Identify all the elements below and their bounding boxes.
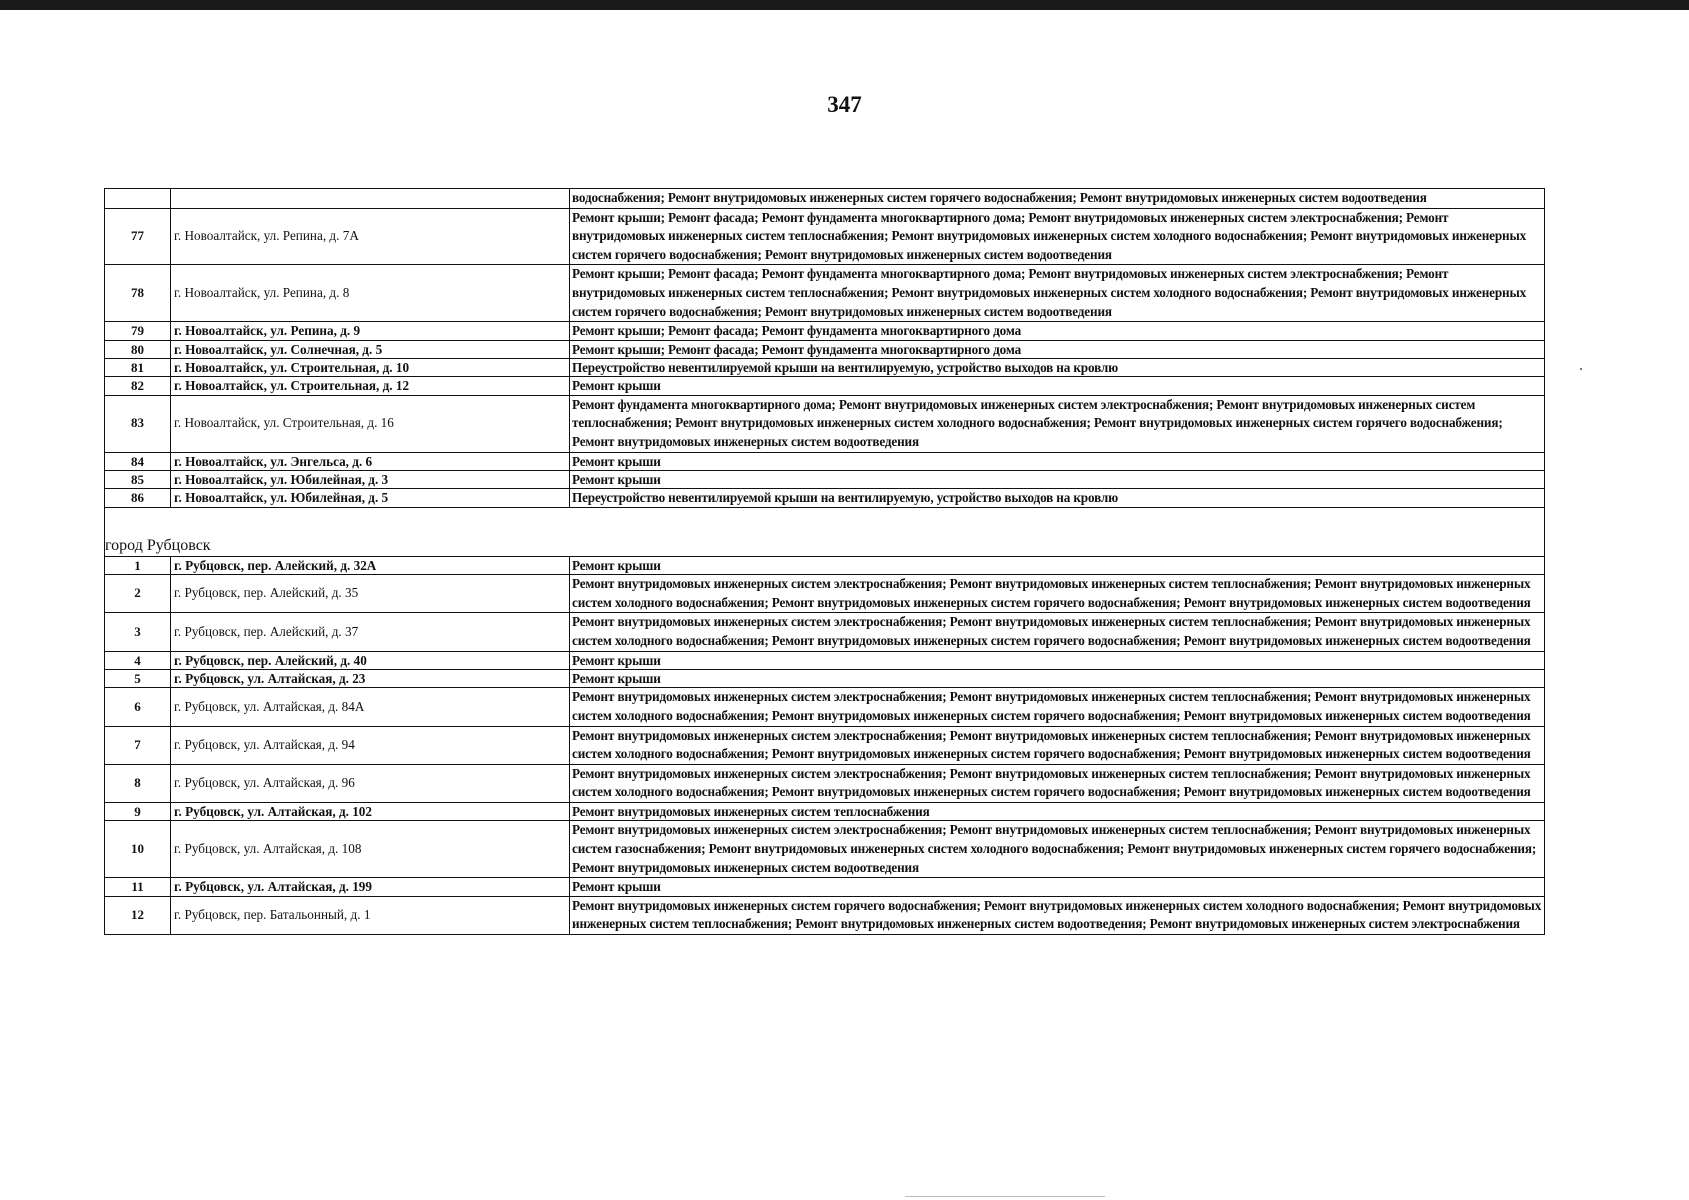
row-number: 85: [105, 470, 171, 488]
row-address: г. Рубцовск, ул. Алтайская, д. 199: [171, 878, 570, 896]
row-address: г. Рубцовск, пер. Алейский, д. 37: [171, 613, 570, 651]
repair-table: [104, 188, 1545, 935]
row-number: 11: [105, 878, 171, 896]
row-number: 82: [105, 377, 171, 395]
row-address: г. Новоалтайск, ул. Строительная, д. 10: [171, 358, 570, 376]
row-works: Ремонт крыши: [570, 470, 1545, 488]
row-number: 83: [105, 395, 171, 452]
row-address: г. Новоалтайск, ул. Строительная, д. 16: [171, 395, 570, 452]
table-row: [105, 470, 1545, 488]
table-row: [105, 358, 1545, 376]
row-works: Ремонт крыши: [570, 377, 1545, 395]
row-number: 79: [105, 322, 171, 340]
row-number: 8: [105, 764, 171, 802]
row-works: Ремонт внутридомовых инженерных систем электроснабжения; Ремонт внутридомовых инженерных систем теплоснабжения; Ремонт внутридомовых инженерных систем холодного водоснабжения; Ремонт внутридомовых инженерных систем горячего водоснабжения; Ремонт внутридомовых инженерных систем водоотведения: [570, 688, 1545, 726]
row-works: Ремонт крыши: [570, 556, 1545, 574]
row-number: 9: [105, 802, 171, 820]
row-address: г. Рубцовск, пер. Алейский, д. 32А: [171, 556, 570, 574]
row-works: Переустройство невентилируемой крыши на вентилируемую, устройство выходов на кровлю: [570, 489, 1545, 507]
row-number: 3: [105, 613, 171, 651]
row-works: Ремонт крыши; Ремонт фасада; Ремонт фундамента многоквартирного дома; Ремонт внутридомовых инженерных систем электроснабжения; Ремонт внутридомовых инженерных систем теплоснабжения; Ремонт внутридомовых инженерных систем холодного водоснабжения; Ремонт внутридомовых инженерных систем горячего водоснабжения; Ремонт внутридомовых инженерных систем водоотведения: [570, 208, 1545, 265]
table-row: [105, 575, 1545, 613]
table-row: [105, 322, 1545, 340]
row-works: Ремонт крыши; Ремонт фасада; Ремонт фундамента многоквартирного дома; Ремонт внутридомовых инженерных систем электроснабжения; Ремонт внутридомовых инженерных систем теплоснабжения; Ремонт внутридомовых инженерных систем холодного водоснабжения; Ремонт внутридомовых инженерных систем горячего водоснабжения; Ремонт внутридомовых инженерных систем водоотведения: [570, 265, 1545, 322]
row-address: г. Рубцовск, пер. Батальонный, д. 1: [171, 896, 570, 934]
row-number: 4: [105, 651, 171, 669]
table-row: [105, 208, 1545, 265]
row-works: Ремонт крыши: [570, 878, 1545, 896]
table-row: [105, 377, 1545, 395]
table-row: [105, 265, 1545, 322]
table-row: [105, 821, 1545, 878]
table-row: [105, 613, 1545, 651]
row-works: Ремонт крыши: [570, 651, 1545, 669]
page-number: 347: [827, 92, 862, 117]
row-number: 2: [105, 575, 171, 613]
table-row: [105, 651, 1545, 669]
table-row: [105, 556, 1545, 574]
table-row: [105, 802, 1545, 820]
row-number: 5: [105, 669, 171, 687]
row-address: г. Новоалтайск, ул. Репина, д. 9: [171, 322, 570, 340]
row-works: Ремонт внутридомовых инженерных систем электроснабжения; Ремонт внутридомовых инженерных систем теплоснабжения; Ремонт внутридомовых инженерных систем холодного водоснабжения; Ремонт внутридомовых инженерных систем горячего водоснабжения; Ремонт внутридомовых инженерных систем водоотведения: [570, 613, 1545, 651]
row-address: г. Рубцовск, ул. Алтайская, д. 102: [171, 802, 570, 820]
row-address: г. Рубцовск, ул. Алтайская, д. 94: [171, 726, 570, 764]
row-works: Ремонт внутридомовых инженерных систем горячего водоснабжения; Ремонт внутридомовых инженерных систем холодного водоснабжения; Ремонт внутридомовых инженерных систем теплоснабжения; Ремонт внутридомовых инженерных систем водоотведения; Ремонт внутридомовых инженерных систем электроснабжения: [570, 896, 1545, 934]
row-number: 80: [105, 340, 171, 358]
row-address: [171, 189, 570, 209]
section-break: [105, 507, 1545, 556]
scan-speck: [1580, 368, 1582, 370]
table-row: [105, 764, 1545, 802]
row-works: Ремонт крыши: [570, 452, 1545, 470]
row-address: г. Рубцовск, пер. Алейский, д. 35: [171, 575, 570, 613]
row-address: г. Новоалтайск, ул. Репина, д. 7А: [171, 208, 570, 265]
table-row: [105, 189, 1545, 209]
row-works: Ремонт крыши: [570, 669, 1545, 687]
row-address: г. Новоалтайск, ул. Солнечная, д. 5: [171, 340, 570, 358]
row-works: Переустройство невентилируемой крыши на вентилируемую, устройство выходов на кровлю: [570, 358, 1545, 376]
scan-bottom-line: [905, 1196, 1105, 1197]
table-row: [105, 878, 1545, 896]
row-number: [105, 189, 171, 209]
row-number: 78: [105, 265, 171, 322]
row-number: 81: [105, 358, 171, 376]
table-row: [105, 452, 1545, 470]
row-works: Ремонт внутридомовых инженерных систем электроснабжения; Ремонт внутридомовых инженерных систем теплоснабжения; Ремонт внутридомовых инженерных систем холодного водоснабжения; Ремонт внутридомовых инженерных систем горячего водоснабжения; Ремонт внутридомовых инженерных систем водоотведения: [570, 726, 1545, 764]
table-row: [105, 726, 1545, 764]
section-heading: город Рубцовск: [105, 536, 1545, 557]
row-address: г. Рубцовск, ул. Алтайская, д. 23: [171, 669, 570, 687]
row-works: Ремонт фундамента многоквартирного дома; Ремонт внутридомовых инженерных систем электроснабжения; Ремонт внутридомовых инженерных систем теплоснабжения; Ремонт внутридомовых инженерных систем холодного водоснабжения; Ремонт внутридомовых инженерных систем горячего водоснабжения; Ремонт внутридомовых инженерных систем водоотведения: [570, 395, 1545, 452]
table-row: [105, 688, 1545, 726]
row-number: 77: [105, 208, 171, 265]
row-address: г. Рубцовск, ул. Алтайская, д. 108: [171, 821, 570, 878]
row-works: Ремонт крыши; Ремонт фасада; Ремонт фундамента многоквартирного дома: [570, 322, 1545, 340]
table-body-novoaltaysk: [105, 189, 1545, 508]
table-row: [105, 395, 1545, 452]
row-address: г. Рубцовск, ул. Алтайская, д. 96: [171, 764, 570, 802]
row-works: Ремонт внутридомовых инженерных систем электроснабжения; Ремонт внутридомовых инженерных систем теплоснабжения; Ремонт внутридомовых инженерных систем холодного водоснабжения; Ремонт внутридомовых инженерных систем горячего водоснабжения; Ремонт внутридомовых инженерных систем водоотведения: [570, 764, 1545, 802]
table-gap: [105, 507, 1545, 536]
row-number: 12: [105, 896, 171, 934]
table-row: [105, 340, 1545, 358]
scan-top-border: [0, 0, 1689, 10]
row-number: 86: [105, 489, 171, 507]
row-works: Ремонт крыши; Ремонт фасада; Ремонт фундамента многоквартирного дома: [570, 340, 1545, 358]
row-number: 10: [105, 821, 171, 878]
row-address: г. Новоалтайск, ул. Репина, д. 8: [171, 265, 570, 322]
row-works: Ремонт внутридомовых инженерных систем теплоснабжения: [570, 802, 1545, 820]
row-address: г. Новоалтайск, ул. Энгельса, д. 6: [171, 452, 570, 470]
row-address: г. Новоалтайск, ул. Юбилейная, д. 3: [171, 470, 570, 488]
table-body-rubtsovsk: [105, 556, 1545, 934]
row-number: 84: [105, 452, 171, 470]
row-address: г. Рубцовск, ул. Алтайская, д. 84А: [171, 688, 570, 726]
table-row: [105, 896, 1545, 934]
row-number: 6: [105, 688, 171, 726]
row-number: 7: [105, 726, 171, 764]
row-works: водоснабжения; Ремонт внутридомовых инженерных систем горячего водоснабжения; Ремонт внутридомовых инженерных систем водоотведения: [570, 189, 1545, 209]
row-works: Ремонт внутридомовых инженерных систем электроснабжения; Ремонт внутридомовых инженерных систем теплоснабжения; Ремонт внутридомовых инженерных систем холодного водоснабжения; Ремонт внутридомовых инженерных систем горячего водоснабжения; Ремонт внутридомовых инженерных систем водоотведения: [570, 575, 1545, 613]
row-number: 1: [105, 556, 171, 574]
row-address: г. Рубцовск, пер. Алейский, д. 40: [171, 651, 570, 669]
row-address: г. Новоалтайск, ул. Юбилейная, д. 5: [171, 489, 570, 507]
row-works: Ремонт внутридомовых инженерных систем электроснабжения; Ремонт внутридомовых инженерных систем теплоснабжения; Ремонт внутридомовых инженерных систем газоснабжения; Ремонт внутридомовых инженерных систем холодного водоснабжения; Ремонт внутридомовых инженерных систем горячего водоснабжения; Ремонт внутридомовых инженерных систем водоотведения: [570, 821, 1545, 878]
row-address: г. Новоалтайск, ул. Строительная, д. 12: [171, 377, 570, 395]
table-row: [105, 489, 1545, 507]
table-row: [105, 669, 1545, 687]
